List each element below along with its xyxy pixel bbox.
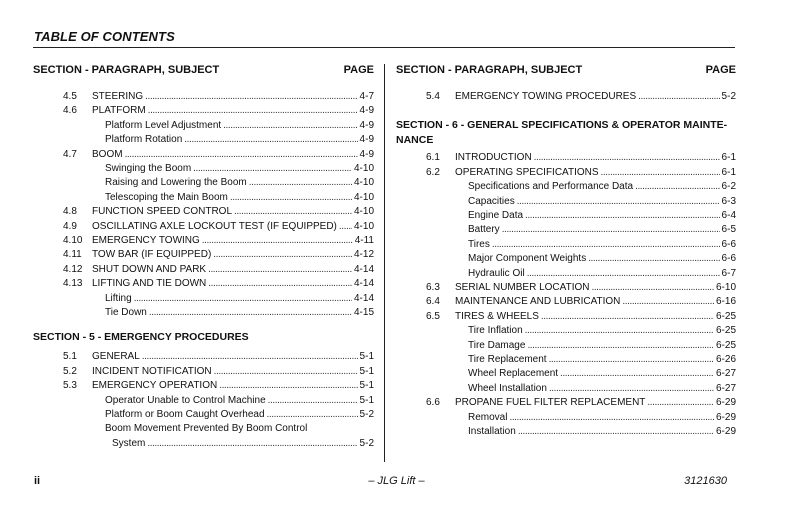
toc-entry-page: 5-1 (359, 365, 374, 377)
dot-leader (527, 339, 714, 352)
toc-entry[interactable] (33, 379, 374, 392)
dot-leader (647, 396, 714, 409)
toc-entry-label: SHUT DOWN AND PARK (92, 263, 207, 275)
dot-leader (527, 267, 720, 280)
toc-entry-page: 4-14 (353, 292, 374, 304)
footer-page-number: ii (34, 475, 41, 487)
toc-entry[interactable] (396, 281, 736, 294)
toc-entry-page: 4-9 (359, 105, 374, 117)
toc-entry-label: Tie Down (105, 307, 147, 318)
toc-entry-label: INTRODUCTION (455, 152, 532, 164)
toc-entry-label: MAINTENANCE AND LUBRICATION (455, 296, 621, 308)
toc-entry[interactable] (396, 425, 736, 438)
toc-entry[interactable] (33, 263, 374, 276)
dot-leader (638, 90, 719, 103)
toc-entry-label: Platform Rotation (105, 134, 183, 146)
toc-entry-page: 6-27 (715, 368, 736, 380)
toc-entry-number: 6.3 (426, 282, 440, 293)
toc-entry[interactable] (396, 166, 736, 179)
toc-entry[interactable] (396, 90, 736, 103)
dot-leader (635, 180, 719, 193)
column-header-label: SECTION - PARAGRAPH, SUBJECT (33, 64, 220, 76)
dot-leader (202, 234, 353, 247)
dot-leader (267, 408, 358, 421)
toc-entry-page: 6-1 (721, 152, 736, 164)
section-heading-continued: NANCE (396, 134, 434, 147)
toc-entry-page: 6-29 (715, 411, 736, 423)
dot-leader (223, 119, 357, 132)
toc-entry-label: Raising and Lowering the Boom (105, 177, 247, 189)
toc-entry-page: 6-16 (715, 296, 736, 308)
dot-leader (622, 295, 714, 308)
toc-entry[interactable] (396, 396, 736, 409)
toc-left-column (33, 64, 374, 449)
toc-entry[interactable] (396, 252, 736, 265)
dot-leader (219, 379, 357, 392)
dot-leader (234, 205, 352, 218)
dot-leader (193, 162, 352, 175)
toc-entry[interactable] (396, 180, 736, 193)
toc-entry[interactable] (33, 133, 374, 146)
toc-entry[interactable] (396, 151, 736, 164)
column-header-label: SECTION - PARAGRAPH, SUBJECT (396, 64, 583, 76)
dot-leader (588, 252, 719, 265)
toc-entry-label: Telescoping the Main Boom (105, 191, 228, 203)
toc-entry[interactable] (396, 223, 736, 236)
toc-entry[interactable] (33, 234, 374, 247)
toc-entry-label: FUNCTION SPEED CONTROL (92, 206, 233, 218)
toc-entry[interactable] (33, 437, 374, 450)
dot-leader (518, 425, 714, 438)
page-title: TABLE OF CONTENTS (34, 29, 175, 44)
toc-entry-label: Tire Damage (468, 339, 526, 351)
toc-entry-number: 6.2 (426, 166, 440, 178)
toc-right-column (396, 64, 736, 437)
toc-entry-page: 4-10 (353, 177, 374, 189)
dot-leader (560, 367, 714, 380)
toc-entry-label: System (112, 437, 146, 449)
toc-entry-page: 4-14 (353, 263, 374, 275)
toc-entry-label: Hydraulic Oil (468, 267, 525, 279)
column-divider (384, 64, 385, 462)
dot-leader (601, 166, 720, 179)
toc-entry-page: 6-6 (721, 253, 736, 265)
toc-entry[interactable] (33, 394, 374, 407)
dot-leader (249, 176, 352, 189)
toc-entry[interactable] (33, 119, 374, 132)
dot-leader (549, 382, 714, 395)
toc-entry-label: Platform or Boom Caught Overhead (105, 409, 265, 420)
toc-entry-page: 5-1 (359, 351, 374, 363)
dot-leader (184, 133, 357, 146)
dot-leader (509, 411, 714, 424)
dot-leader (591, 281, 714, 294)
toc-entry-number: 6.5 (426, 310, 440, 322)
toc-entry-label: Battery (468, 224, 500, 236)
toc-entry-label: Specifications and Performance Data (468, 181, 634, 193)
toc-entry[interactable] (33, 365, 374, 378)
toc-entry-label: EMERGENCY TOWING PROCEDURES (455, 91, 637, 102)
toc-entry-label: Capacities (468, 195, 515, 207)
toc-entry-number: 5.4 (426, 91, 440, 102)
toc-entry[interactable] (396, 295, 736, 308)
toc-entry-label: Installation (468, 426, 516, 437)
toc-entry-number: 4.9 (63, 220, 77, 232)
dot-leader (502, 223, 720, 236)
toc-entry[interactable] (33, 90, 374, 103)
section-heading: SECTION - 6 - GENERAL SPECIFICATIONS & OPERATOR MAINTE- (396, 119, 728, 132)
toc-entry-page: 6-25 (715, 325, 736, 337)
toc-entry[interactable] (396, 310, 736, 323)
toc-entry-page: 4-9 (359, 148, 374, 160)
toc-entry-label: EMERGENCY TOWING (92, 235, 200, 246)
toc-entry-label: GENERAL (92, 351, 140, 363)
toc-entry-page: 6-5 (721, 224, 736, 236)
toc-entry-label: Major Component Weights (468, 253, 587, 265)
toc-entry-label: Operator Unable to Control Machine (105, 394, 266, 406)
toc-entry[interactable] (33, 292, 374, 305)
toc-entry-label: Removal (468, 411, 508, 423)
toc-entry-page: 6-29 (715, 397, 736, 409)
toc-entry[interactable] (33, 220, 374, 233)
column-header (396, 64, 736, 80)
section-heading: SECTION - 5 - EMERGENCY PROCEDURES (33, 331, 249, 344)
toc-entry[interactable] (33, 104, 374, 117)
toc-entry-number: 4.11 (63, 249, 82, 261)
toc-entry-page: 5-1 (359, 380, 374, 392)
toc-entry[interactable] (396, 195, 736, 208)
toc-entry-page: 6-2 (721, 181, 736, 193)
dot-leader (549, 353, 714, 366)
toc-entry[interactable] (33, 191, 374, 204)
toc-entry-number: 4.12 (63, 263, 83, 275)
toc-entry-page: 5-2 (359, 437, 374, 449)
toc-entry[interactable] (33, 148, 374, 161)
toc-entry-number: 6.6 (426, 397, 440, 409)
dot-leader (147, 437, 357, 450)
toc-entry-page: 6-26 (715, 354, 736, 365)
toc-entry-page: 6-3 (721, 195, 736, 207)
toc-entry-label: Wheel Installation (468, 382, 547, 394)
toc-entry-label: Platform Level Adjustment (105, 119, 222, 131)
dot-leader (134, 292, 352, 305)
toc-entry[interactable] (396, 411, 736, 424)
toc-entry-label: Swinging the Boom (105, 163, 192, 174)
toc-entry[interactable] (33, 176, 374, 189)
toc-entry[interactable] (396, 267, 736, 280)
toc-entry-page: 4-9 (359, 134, 374, 146)
toc-entry-page: 4-10 (353, 191, 374, 203)
toc-entry[interactable] (33, 162, 374, 175)
dot-leader (541, 310, 714, 323)
toc-entry-page: 4-10 (353, 206, 374, 218)
dot-leader (149, 306, 352, 319)
column-header-page: PAGE (343, 64, 374, 76)
toc-entry-page: 6-25 (715, 310, 736, 322)
toc-entry-label: TOW BAR (IF EQUIPPED) (92, 249, 212, 261)
toc-entry-page: 6-6 (721, 238, 736, 250)
toc-entry[interactable] (33, 248, 374, 261)
toc-entry-page: 4-11 (354, 235, 374, 246)
toc-entry-label: Lifting (105, 292, 132, 304)
toc-entry-label: Tires (468, 238, 490, 250)
toc-entry[interactable] (33, 408, 374, 421)
toc-entry[interactable] (396, 339, 736, 352)
toc-entry-page: 6-1 (721, 166, 736, 178)
dot-leader (534, 151, 720, 164)
toc-entry-page: 5-2 (721, 91, 736, 102)
toc-entry-number: 4.7 (63, 148, 77, 160)
toc-entry-number: 4.8 (63, 206, 77, 218)
dot-leader (517, 195, 720, 208)
toc-entry-label: LIFTING AND TIE DOWN (92, 278, 207, 290)
dot-leader (208, 277, 352, 290)
toc-entry-page: 4-14 (353, 278, 374, 290)
dot-leader (148, 104, 358, 117)
toc-entry-label: STEERING (92, 91, 144, 102)
toc-entry-label: SERIAL NUMBER LOCATION (455, 282, 590, 293)
column-header (33, 64, 374, 80)
dot-leader (525, 209, 720, 222)
toc-entry-page: 6-4 (721, 210, 736, 221)
toc-entry-number: 5.2 (63, 365, 77, 377)
dot-leader (142, 350, 358, 363)
toc-entry-page: 4-10 (353, 163, 374, 174)
dot-leader (125, 148, 358, 161)
toc-entry-number: 4.13 (63, 278, 83, 290)
toc-entry-label: Boom Movement Prevented By Boom Control (105, 423, 308, 435)
toc-entry-number: 6.1 (426, 152, 440, 164)
toc-entry-page: 4-7 (359, 91, 374, 102)
dot-leader (145, 90, 357, 103)
dot-leader (268, 394, 358, 407)
dot-leader (213, 248, 352, 261)
dot-leader (214, 365, 358, 378)
dot-leader (492, 238, 720, 251)
footer-doc-number: 3121630 (684, 475, 727, 487)
toc-entry[interactable] (33, 422, 374, 435)
toc-entry-page: 6-25 (715, 339, 736, 351)
toc-entry[interactable] (396, 324, 736, 337)
toc-entry-label: INCIDENT NOTIFICATION (92, 365, 212, 377)
toc-entry-number: 6.4 (426, 296, 440, 308)
toc-entry-page: 6-10 (715, 282, 736, 293)
toc-entry-label: OPERATING SPECIFICATIONS (455, 166, 599, 178)
dot-leader (525, 324, 714, 337)
toc-entry[interactable] (396, 353, 736, 366)
toc-entry-page: 4-12 (353, 249, 374, 261)
toc-entry-page: 6-27 (715, 382, 736, 394)
toc-entry-page: 4-9 (359, 119, 374, 131)
toc-entry-label: Tire Inflation (468, 325, 523, 337)
dot-leader (208, 263, 352, 276)
toc-entry[interactable] (33, 205, 374, 218)
title-divider (33, 47, 735, 48)
toc-entry-number: 4.6 (63, 105, 77, 117)
toc-entry-number: 4.10 (63, 235, 83, 246)
toc-entry-label: PROPANE FUEL FILTER REPLACEMENT (455, 397, 646, 409)
toc-entry-page: 5-1 (359, 394, 374, 406)
toc-entry-page: 4-10 (353, 220, 374, 232)
toc-entry[interactable] (396, 238, 736, 251)
toc-entry-number: 5.1 (63, 351, 77, 363)
dot-leader (339, 220, 352, 233)
toc-entry[interactable] (33, 350, 374, 363)
toc-entry-number: 5.3 (63, 380, 77, 392)
column-header-page: PAGE (705, 64, 736, 76)
toc-entry-label: Wheel Replacement (468, 368, 559, 380)
toc-entry[interactable] (33, 306, 374, 319)
toc-entry-number: 4.5 (63, 91, 77, 102)
toc-entry-label: Tire Replacement (468, 354, 547, 365)
toc-entry-label: TIRES & WHEELS (455, 310, 539, 322)
toc-entry-label: PLATFORM (92, 105, 146, 117)
toc-entry[interactable] (396, 367, 736, 380)
footer-title: – JLG Lift – (368, 475, 425, 487)
toc-entry[interactable] (396, 209, 736, 222)
toc-entry[interactable] (396, 382, 736, 395)
toc-entry-page: 6-7 (721, 267, 736, 279)
toc-entry-page: 4-15 (353, 307, 374, 318)
toc-entry-label: Engine Data (468, 210, 524, 221)
toc-entry-page: 6-29 (715, 426, 736, 437)
dot-leader (230, 191, 352, 204)
toc-entry-label: EMERGENCY OPERATION (92, 380, 218, 392)
toc-entry-label: OSCILLATING AXLE LOCKOUT TEST (IF EQUIPPED) (92, 220, 337, 232)
toc-entry[interactable] (33, 277, 374, 290)
toc-entry-label: BOOM (92, 148, 123, 160)
toc-entry-page: 5-2 (359, 409, 374, 420)
